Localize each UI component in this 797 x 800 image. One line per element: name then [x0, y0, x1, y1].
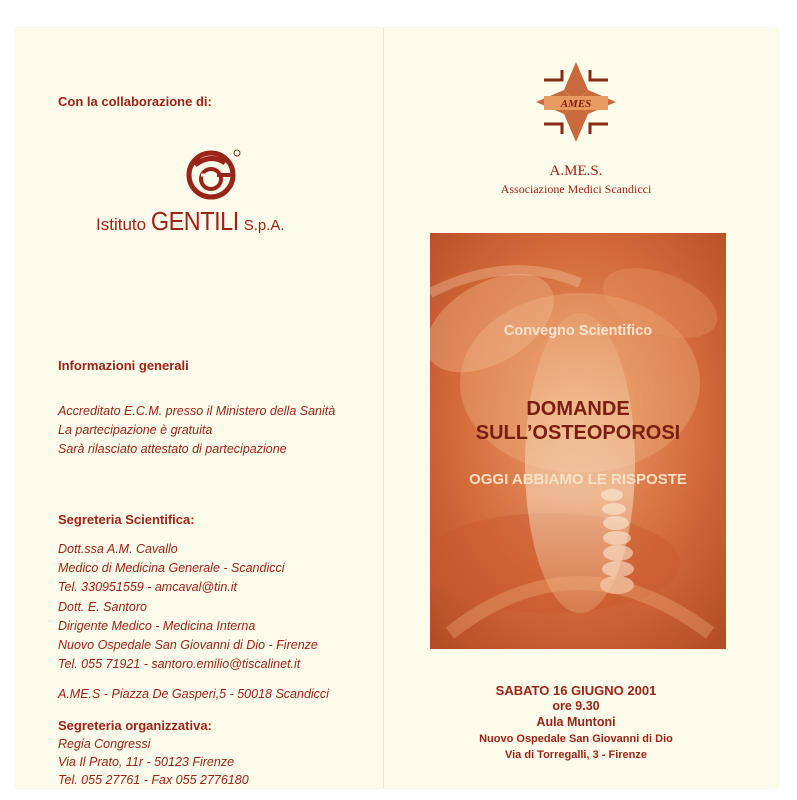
info-heading: Informazioni generali: [58, 358, 189, 373]
sci-heading: Segreteria Scientifica:: [58, 512, 195, 527]
info-line: Accreditato E.C.M. presso il Ministero della Sanità: [58, 404, 336, 418]
event-room: Aula Muntoni: [536, 715, 616, 729]
fold-line: [383, 28, 384, 788]
contact-email-line: Tel. 330951559 - amcaval@tin.it: [58, 580, 237, 594]
org-abbrev: A.ME.S.: [549, 163, 603, 179]
sponsor-name: [96, 206, 285, 237]
info-line: La partecipazione è gratuita: [58, 423, 213, 437]
org-line: Regia Congressi: [58, 737, 151, 751]
contact-line: Dott. E. Santoro: [58, 600, 147, 614]
org-line: Tel. 055 27761 - Fax 055 2776180: [58, 773, 249, 787]
sponsor-brand: GENTILI: [150, 206, 239, 236]
collaboration-label: Con la collaborazione di:: [58, 94, 212, 109]
title-line: DOMANDE: [526, 398, 630, 420]
title-line: SULL’OSTEOPOROSI: [475, 422, 681, 444]
ames-logo-text: AMES: [560, 98, 592, 110]
event-venue: Nuovo Ospedale San Giovanni di Dio: [479, 733, 673, 745]
ames-address: A.ME.S - Piazza De Gasperi,5 - 50018 Scandicci: [58, 687, 329, 701]
org-line: Via Il Prato, 11r - 50123 Firenze: [58, 755, 235, 769]
ames-logo-icon: [534, 60, 618, 144]
contact-line: Nuovo Ospedale San Giovanni di Dio - Firenze: [58, 638, 318, 652]
photo-subtitle: Convegno Scientifico: [503, 323, 653, 339]
contact-line: Dirigente Medico - Medicina Interna: [58, 619, 256, 633]
event-time: ore 9.30: [552, 699, 600, 713]
org-fullname: Associazione Medici Scandicci: [500, 182, 652, 196]
contact-line: Dott.ssa A.M. Cavallo: [58, 542, 178, 556]
sponsor-prefix: Istituto: [96, 215, 147, 234]
spine-xray-image: [430, 233, 726, 649]
photo-title: [430, 397, 726, 445]
photo-tagline: OGGI ABBIAMO LE RISPOSTE: [469, 471, 687, 488]
event-street: Via di Torregalli, 3 - Firenze: [504, 749, 648, 761]
info-line: Sarà rilasciato attestato di partecipazione: [58, 442, 287, 456]
contact-line: Medico di Medicina Generale - Scandicci: [58, 561, 285, 575]
sponsor-suffix: S.p.A.: [243, 217, 285, 234]
org-heading: Segreteria organizzativa:: [58, 718, 212, 733]
event-date: SABATO 16 GIUGNO 2001: [495, 683, 657, 698]
gentili-logo-icon: [181, 145, 245, 201]
contact-email-line: Tel. 055 71921 - santoro.emilio@tiscalinet.it: [58, 657, 301, 671]
